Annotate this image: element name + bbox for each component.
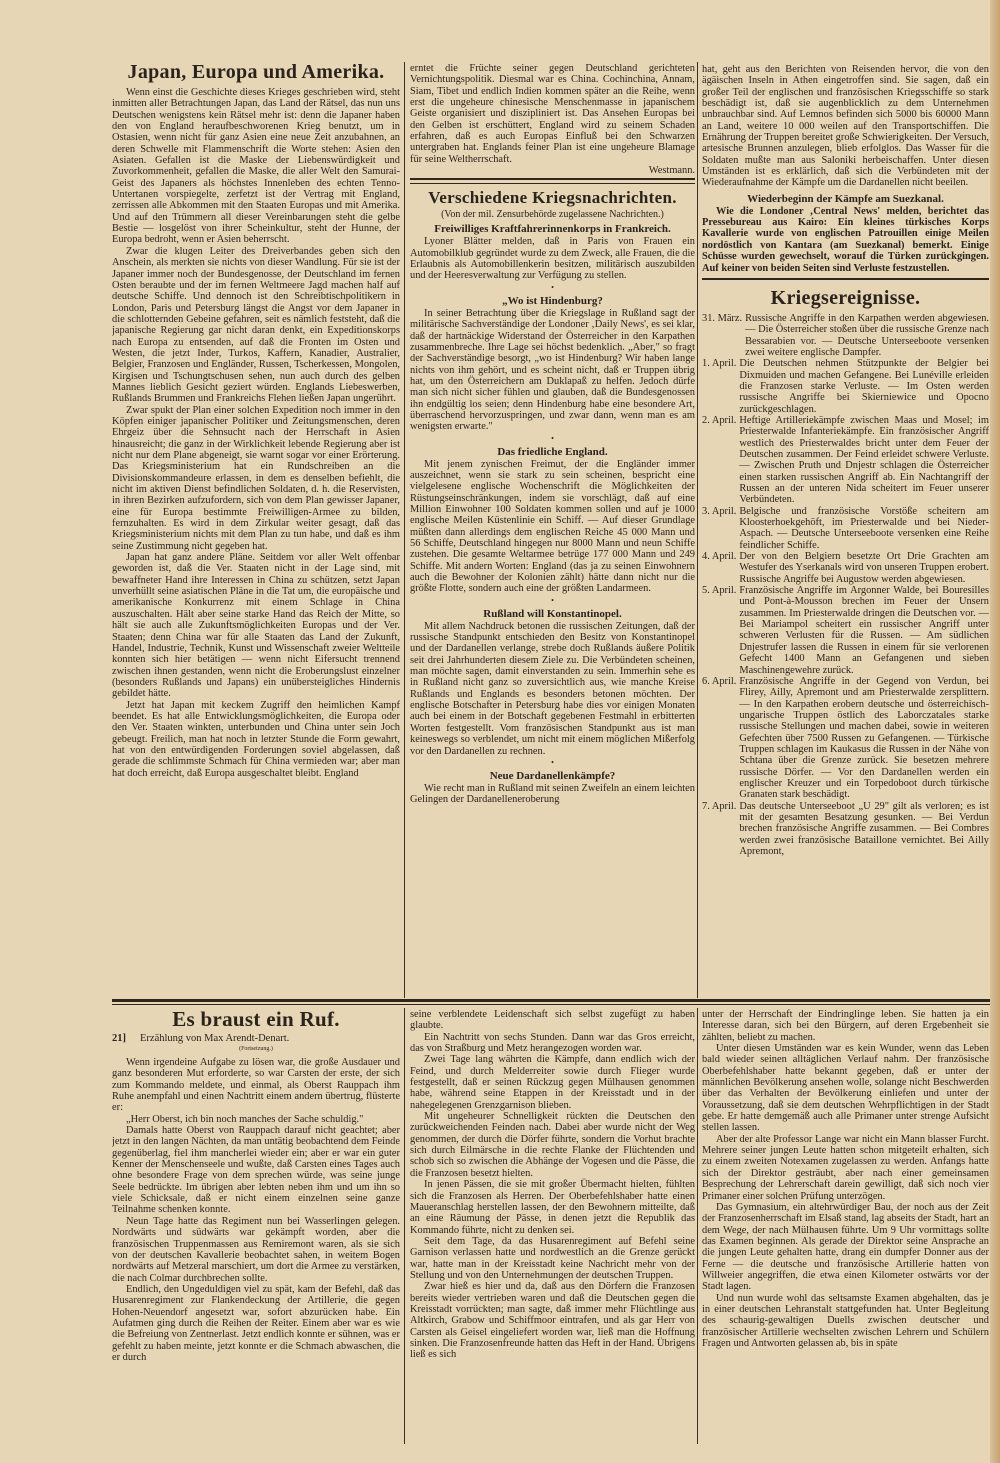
serial-number: 21] [112,1033,126,1044]
serial-note: (Fortsetzung.) [239,1046,273,1052]
paragraph: Zwar die klugen Leiter des Dreiverbandes geben sich den Anschein, als merkten sie nichts von dieser Wandlung. Für sie ist der Japaner immer noch der Bundesgenosse, der Deutschland im fernen Osten beraubte und der im fernen Weltmeere Jagd machen half auf deutsche Schiffe. Und dennoch ist den Schreibtischpolitikern in London, Paris und Petersburg längst die Angst vor dem Japaner in die schlotternden Gebeine gefahren, seit es nämlich feststeht, daß die japanische Regierung gar nicht daran denkt, ein Expeditionskorps nach Europa zu entsenden, auf daß die Fronten im Osten und Westen, die jetzt Inder, Turkos, Kaffern, Kanadier, Australier, Belgier, Franzosen und Engländer, Russen, Tscherkessen, Mongolen, Kirgisen und Tschungtschusen sehen, nun auch durch des gelben Mannes lieblich Gesicht geziert würden. Englands Liebeswerben, Rußlands Brummen und Frankreichs Flehen ließen Japan ungerührt. [112,245,400,405]
news-heading: „Wo ist Hindenburg? [502,294,603,307]
section-rule [702,278,989,283]
event-text: Belgische und französische Vorstöße scheitern am Kloosterhoekgehöft, im Priesterwalde und bei Nieder-Aspach. — Deutsche Unterseeboote versenken eine Reihe feindlicher Schiffe. [739,505,989,551]
serial-title: Es braust ein Ruf. [172,1007,340,1031]
dardanelles-continuation: hat, geht aus den Berichten von Reisenden hervor, die von den ägäischen Inseln in Athen eingetroffen sind. Sie sagen, daß ein großer Teil der englischen und französischen Kriegsschiffe so stark beschädigt ist, daß sie augenblicklich zu dem Unternehmen unbrauchbar sind. Auf Lemnos befinden sich 5000 bis 60000 Mann an Land, weitere 10 000 weilen auf den Transportschiffen. Die Ernährung der Truppen bereitet große Schwierigkeiten. Der Versuch, artesische Brunnen anzulegen, blieb erfolglos. Das Wasser für die Soldaten mußte man aus Saloniki herbeischaffen. Unter diesen Umständen ist es erklärlich, daß sich die Verbündeten mit der Wiederaufnahme der Kämpfe um die Dardanellen nicht beeilen. [702,64,989,189]
paragraph: Japan hat ganz andere Pläne. Seitdem vor aller Welt offenbar geworden ist, daß die Ver. Staaten nicht in der Lage sind, mit bewaffneter Hand ihre Interessen in China zu schützen, setzt Japan unverhüllt seine asiatischen Pläne in die Tat um, die europäische und amerikanische Konkurrenz mit einem Schlage in China auszuschalten. Hält aber seine starke Hand das Reich der Mitte, so hält sie auch alle Zukunftsmöglichkeiten Europas und der Ver. Staaten; denn China war für alle Staaten das Land der Zukunft, Handel, Industrie, Technik, Kunst und Wissenschaft zweier Weltteile konnten sich hier betätigen — wenn nicht Eifersucht trennend zwischen ihnen gestanden, wenn nicht die Eroberungslust einzelner (besonders Rußlands und Japans) ein unübersteigliches Hindernis gebildet hätte. [112,552,400,700]
serial-body [702,1009,989,1349]
middle-column [410,63,695,998]
paragraph: In jenen Pässen, die sie mit großer Übermacht hielten, fühlten sich die Franzosen als Herren. Der Oberbefehlshaber hatte einen Maueranschlag herstellen lassen, der den Bewohnern mitteilte, daß an eine Räumung der Pässe, in denen jetzt die Republik das Kommando führte, nicht zu denken sei. [410,1179,695,1236]
event-item [702,358,989,415]
section-separator: • [551,757,554,767]
paragraph: Damals hatte Oberst von Rauppach darauf nicht geachtet; aber jetzt in den langen Nächten, da man untätig beobachtend dem Feinde gegenüberlag, fiel ihm mancherlei wieder ein; aber er war ein guter Kenner der Menschenseele und wußte, daß Carsten eines Tages auch ohne besondere Frage von dem sprechen würde, was seine junge Seele bedrückte. Im übrigen aber lebten neben ihm und um ihn so viele Schicksale, daß er nicht einem einzelnen seine ganze Teilnahme schenken konnte. [112,1125,400,1216]
news-sections [410,223,695,805]
serial-body [112,1057,400,1363]
article-author: Westmann. [648,165,695,177]
news-paragraph: Lyoner Blätter melden, daß in Paris von Frauen ein Automobilklub gegründet wurde zu dem Zweck, alle Frauen, die die Erlaubnis als Automobillenkerin besitzen, militärisch auszubilden und der Heeresverwaltung zur Verfügung zu stellen. [410,236,695,282]
column-divider [404,1008,405,1444]
paragraph: „Herr Oberst, ich bin noch manches der Sache schuldig." [126,1113,364,1125]
events-list [702,313,989,858]
event-date: 7. April. [702,800,737,812]
serial-column-2 [410,1009,695,1447]
event-item [702,506,989,551]
page-divider [112,999,990,1002]
news-heading: Freiwilliges Kraftfahrerinnenkorps in Frankreich. [434,223,671,236]
paragraph: Ein Nachtritt von sechs Stunden. Dann war das Gros erreicht, das von Straßburg und Metz herangezogen worden war. [410,1031,695,1055]
news-paragraph: In seiner Betrachtung über die Kriegslage in Rußland sagt der militärische Sachverständige der Londoner ‚Daily News', es sei klar, daß der hartnäckige Widerstand der Österreicher in den Karpathen zusammenbreche. Ihre Lage sei höchst bedenklich. „Aber," so fragt der Sachverständige besorgt, „wo ist Hindenburg? Wir haben lange nichts von ihm gehört, und es scheint nicht, daß er Truppen übrig hat, um den Österreichern am Duklapaß zu helfen. Jedoch dürfe man sich nicht sicher fühlen und glauben, daß die Bundesgenossen ihn endgültig los seien; denn Hindenburg habe eine besondere Art, überraschend hervorzuspringen, und zwar dann, wenn man es am wenigsten erwarte." [410,307,695,433]
page-edge [990,0,1000,1463]
section-rule [410,178,695,184]
event-text: Das deutsche Unterseeboot „U 29" gilt als verloren; es ist mit der gesamten Besatzung gesunken. — Bei Verdun brechen französische Angriffe zusammen. — Bei Combres werden zwei französische Bataillone vernichtet. Bei Ailly Apremont, [739,800,989,857]
news-heading: Neue Dardanellenkämpfe? [489,769,616,782]
paragraph: Das Gymnasium, ein altehrwürdiger Bau, der noch aus der Zeit der Franzosenherrschaft im Elsaß stand, lag abseits der Stadt, hart an dem Wege, der nach Mülhausen führte. Um 9 Uhr vormittags sollte das Examen beginnen. Als gerade der Direktor seine Ansprache an die jungen Leute gehalten hatte, drang ein dumpfer Donner aus der Ferne — die deutsche und französische Artillerie hatten von Willweier angegriffen, die etwa einen Kilometer ostwärts vor der Stadt lagen. [702,1201,989,1293]
news-paragraph: Mit jenem zynischen Freimut, der die Engländer immer auszeichnet, wenn sie stark zu sein scheinen, bespricht eine vielgelesene englische Wochenschrift die Möglichkeiten der Rüstungseinschränkungen, indem sie vorschlägt, daß auf eine Million Einwohner 100 Soldaten kommen sollen und auf je 1000 englische Meilen Küstenlinie ein Schiff. — Auf dieser Grundlage müßten dann allerdings dem englischen Reiche 45 000 Mann und 56 Schiffe, Deutschland hingegen nur 8000 Mann und neun Schiffe zustehen. Die gesamte Weltarmee betrüge 177 000 Mann und 249 Schiffe. Mit andern Worten: England (das ja zu seinen Einwohnern auch die Bewohner der Kolonien zählt) hätte dann nicht nur die größte Flotte, sondern auch eine der größten Landarmeen. [410,458,695,595]
event-item [702,313,989,358]
column-divider [404,62,405,998]
news-paragraph: Wie recht man in Rußland mit seinen Zweifeln an einem leichten Gelingen der Dardanelleneroberung [410,782,695,806]
event-date: 3. April. [702,505,737,517]
suez-text: Wie die Londoner ‚Central News' melden, berichtet das Pressebureau aus Kairo: Ein kleines türkisches Korps Kavallerie wurde von englischen Patrouillen einige Meilen nordöstlich von Kantara (am Suezkanal) bemerkt. Einige Schüsse wurden gewechselt, worauf die Türken zurückgingen. Auf keiner von beiden Seiten sind Verluste festzustellen. [702,205,989,274]
paragraph: Und nun wurde wohl das seltsamste Examen abgehalten, das je in einer deutschen Lehranstalt stattgefunden hat. Unter Begleitung des schaurig-gewaltigen Duells zwischen deutscher und französischer Artillerie wechselten zwischen Lehrern und Schülern Fragen und Antworten gelassen ab, bis in späte [702,1292,989,1349]
event-text: Der von den Belgiern besetzte Ort Drie Grachten am Westufer des Yserkanals wird von unseren Truppen erobert. Russische Angriffe bei Augustow werden abgewiesen. [739,551,989,585]
news-paragraph: Mit allem Nachdruck betonen die russischen Zeitungen, daß der russische Standpunkt entschieden den Besitz von Konstantinopel und der Dardanellen verlange, strebe doch Rußlands äußere Politik seit drei Jahrhunderten diesem Ziele zu. Die Verbündeten scheinen, man möchte sagen, damit einverstanden zu sein. Immerhin sehe es in Rußland nicht ganz so zuversichtlich aus, wie manche Kreise Rußlands und Englands es besonders betonen möchten. Der englische Botschafter in Petersburg habe dies vor einigen Monaten auch bei einem in der Botschaft gegebenen Festmahl in erbitterten Worten festgestellt. Vom französischen Standpunkt aus ist man keineswegs so verblendet, um nicht mit einem möglichen Mißerfolg vor den Dardanellen zu rechnen. [410,620,695,757]
event-item [702,415,989,506]
paragraph: unter der Herrschaft der Eindringlinge leben. Sie hatten ja ein Interesse daran, sich bei den Bürgern, auf deren Ergebenheit sie zählten, beliebt zu machen. [702,1009,989,1043]
section-separator: • [551,433,554,443]
paragraph: Jetzt hat Japan mit keckem Zugriff den heimlichen Kampf beendet. Es hat alle Entwicklungsmöglichkeiten, die Europa oder den Ver. Staaten winkten, unterbunden und China unter sein Joch gebeugt. Freilich, man hat noch in letzter Stunde die Form gewahrt, hat von den entwürdigenden Forderungen soviel abgelassen, daß gerade die schlimmste Schmach für China vermieden war; aber man hat doch erreicht, daß Europa ausgeschaltet bleibt. England [112,699,400,779]
event-date: 2. April. [702,414,737,426]
event-date: 1. April. [702,358,737,370]
paragraph: Mit ungeheurer Schnelligkeit rückten die Deutschen den zurückweichenden Feinden nach. Dabei aber wurde nicht der Weg genommen, der durch die Dörfer führte, sondern die Vorhut brachte sich durch Eilmärsche in die rechte Flanke der Flüchtenden und schob sich so zwischen die Abhänge der Vogesen und die Pässe, die die Franzosen besetzt hielten. [410,1111,695,1179]
section-subtitle: (Von der mil. Zensurbehörde zugelassene Nachrichten.) [441,209,664,221]
article-body [112,87,400,779]
event-item [702,585,989,676]
paragraph: Neun Tage hatte das Regiment nun bei Wasserlingen gelegen. Nordwärts und südwärts war gekämpft worden, aber die französischen Truppenmassen aus Remiremont waren, als sie sich von der deutschen Kavallerie beobachtet sahen, in weitem Bogen nordwärts auf Metzeral marschiert, um dort die Armee zu verstärken, die nach Colmar durchbrechen sollte. [112,1215,400,1284]
paragraph: Unter diesen Umständen war es kein Wunder, wenn das Leben bald wieder seinen alltäglichen Verlauf nahm. Der französische Oberbefehlshaber hatte bekannt gegeben, daß er unter der männlichen Bevölkerung ansehen wolle, solange nicht Beschwerden über das Verhalten der Bevölkerung einliefen und unter der Voraussetzung, daß sie dem deutschen Wehrpflichtigen in der Stadt gebe. Er hatte demgemäß auch alle Primaner unter strenge Aufsicht stellen lassen. [702,1043,989,1134]
section-separator: • [551,282,554,292]
article-title: Japan, Europa und Amerika. [127,61,385,83]
section-separator: • [551,595,554,605]
paragraph: Wenn irgendeine Aufgabe zu lösen war, die große Ausdauer und ganz besonderen Mut erforderte, so war Carsten der erste, der sich zum Kommando meldete, und einmal, als Oberst Rauppach ihm Ruhe anempfahl und einen Nachtritt einem andern übertrug, flüsterte er: [112,1057,400,1114]
page-divider-thin [112,1004,990,1005]
right-column [702,64,989,998]
event-item [702,551,989,585]
serial-column-3 [702,1009,989,1447]
serial-column-1 [112,1007,400,1447]
serial-body [410,1009,695,1361]
paragraph: Aber der alte Professor Lange war nicht ein Mann blasser Furcht. Mehrere seiner jungen Leute hatten schon mitgeteilt erhalten, sich zu einem zweiten Notexamen zugelassen zu werden. Anfangs hatte sich der Direktor gesträubt, aber nach einer gemeinsamen Besprechung der Lehrerschaft darein gewilligt, daß sich noch vier Primaner einer solchen Prüfung unterzögen. [702,1133,989,1202]
news-heading: Das friedliche England. [497,445,608,458]
event-text: Französische Angriffe in der Gegend von Verdun, bei Flirey, Ailly, Apremont und am Priesterwalde zersplittern. — In den Karpathen erobern deutsche und österreichisch-ungarische Truppen östlich des Laborczatales starke russische Stellungen und machen dabei, sowie in weiteren Gefechten über 7500 Russen zu Gefangenen. — Türkische Truppen schlagen im Kaukasus die Russen in der Nähe von Schtana über die Grenze zurück. Sie besetzen mehrere russische Dörfer. — Vor den Dardanellen werden ein englischer Kreuzer und ein Torpedoboot durch türkische Granaten stark beschädigt. [739,675,989,801]
event-date: 31. März. [702,312,743,324]
event-text: Die Deutschen nehmen Stützpunkte der Belgier bei Dixmuiden und machen Gefangene. Bei Lunéville erleiden die Franzosen starke Verluste. — Im Osten werden russische Angriffe bei Skierniewice und Opocno zurückgeschlagen. [739,358,989,415]
news-heading: Rußland will Konstantinopel. [483,607,622,620]
events-title: Kriegsereignisse. [770,286,921,309]
paragraph: Endlich, den Ungeduldigen viel zu spät, kam der Befehl, daß das Husarenregiment zur Flankendeckung der Artillerie, die gegen Hohen-Neuendorf angesetzt war, sofort abzurücken habe. Ein Aufatmen ging durch die Reihen der Reiter. Einem aber war es wie die Befreiung von Zentnerlast. Jetzt endlich konnte er sühnen, was er gefehlt zu haben meinte, jetzt konnte er die Schmach abwaschen, die er durch [112,1283,400,1363]
paragraph: seine verblendete Leidenschaft sich selbst zugefügt zu haben glaubte. [410,1009,695,1032]
paragraph: Zwar hieß es hier und da, daß aus den Dörfern die Franzosen bereits wieder vertrieben waren und daß die Deutschen gegen die Kreisstadt vorrückten; man sagte, daß immer mehr Flüchtlinge aus Altkirch, Grabow und Schiffmoor eintrafen, und als gar Herr von Carsten als Geisel eingeliefert worden war, ließ man die Hoffnung sinken. Die Franzosenfreunde hatten das Heft in der Hand. Übrigens ließ es sich [410,1281,695,1361]
event-date: 4. April. [702,551,737,563]
event-date: 6. April. [702,675,737,687]
event-text: Russische Angriffe in den Karpathen werden abgewiesen. — Die Österreicher stoßen über die russische Grenze nach Bessarabien vor. — Deutsche Unterseeboote versenken zwei weitere englische Dampfer. [745,312,989,358]
paragraph: Zwei Tage lang währten die Kämpfe, dann endlich wich der Feind, und durch Melderreiter sowie durch Flieger wurde festgestellt, daß er seinen Rückzug gegen Mülhausen genommen habe, während seine Etappen in der Kreisstadt und in der nahegelegenen Grenzgarnison blieben. [410,1054,695,1111]
event-text: Heftige Artilleriekämpfe zwischen Maas und Mosel; im Priesterwalde Infanteriekämpfe. Ein französischer Angriff westlich des Priesterwaldes bricht unter dem Feuer der Deutschen zusammen. Der Feind erleidet schwere Verluste. — Zwischen Pruth und Dnjestr schlagen die Österreicher einen starken russischen Angriff ab. Ein Nachtangriff der Russen an der unteren Nida scheitert im Feuer unserer Verbündeten. [739,414,989,506]
event-text: Französische Angriffe im Argonner Walde, bei Bouresilles und Pont-à-Mousson brechen im Feuer der Unsern zusammen. Im Priesterwalde dringen die Deutschen vor. — Bei Mariampol scheitert ein russischer Angriff unter schweren Verlusten für die Russen. — Am südlichen Dnjestrufer lassen die Russen in einem für sie verlorenen Gefecht 1400 Mann an Gefangenen und sieben Maschinengewehre zurück. [739,585,989,676]
event-date: 5. April. [702,585,737,597]
serial-byline-row [112,1033,400,1045]
event-item [702,801,989,858]
column-divider [697,62,698,998]
article-continuation: erntet die Früchte seiner gegen Deutschland gerichteten Vernichtungspolitik. Diesmal war es China. Cochinchina, Annam, Siam, Tibet und endlich Indien kommen später an die Reihe, wenn erst die ungeheure chinesische Menschenmasse in japanischem Geiste organisiert und diszipliniert ist. Das Ansehen Europas bei den Gelben ist erschüttert, England wird zu seinem Schaden erfahren, daß es auch Europas Einfluß bei den Schwarzen untergraben hat. Englands feiner Plan ist eine ungeheure Blamage für seine Weltherrschaft. [410,63,695,165]
suez-heading: Wiederbeginn der Kämpfe am Suezkanal. [747,192,944,205]
paragraph: Zwar spukt der Plan einer solchen Expedition noch immer in den Köpfen einiger japanischer Politiker und Zeitungsmenschen, deren Ehrgeiz über die Sehnsucht nach der Herrschaft in Asien hinausreicht; die ganz in der Wirklichkeit lebende Regierung aber ist nicht nur dem Plane abgeneigt, sie warnt sogar vor einer Erörterung. Das Kriegsministerium hat ein Rundschreiben an die Divisionskommandeure erlassen, in dem es denselben befiehlt, die nicht im aktiven Dienst befindlichen Soldaten, d. h. die Reservisten, in ihren Bezirken aufzufordern, sich von dem Plan gewisser Japaner, eine für Europa bestimmte Freiwilligen-Armee zu bilden, fernzuhalten. Es wird in dem Zirkular weiter gesagt, daß das Kriegsministerium nichts mit dem Plan zu tun habe, und daß es ihm seine Zustimmung nicht gegeben hat. [112,404,400,552]
event-item [702,676,989,801]
paragraph: Wenn einst die Geschichte dieses Krieges geschrieben wird, steht inmitten aller Betrachtungen Japan, das Land der Rätsel, das nun uns Deutschen wenigstens kein Rätsel mehr ist: denn die Japaner haben den von England heraufbeschworenen Krieg benutzt, um in Ostasien, wenn nicht für ganz Asien eine neue Zeit anzubahnen, an deren Schwelle mit Flammenschrift die Worte stehen: Asien den Asiaten. Gefallen ist die Maske der Liebenswürdigkeit und Zuvorkommenheit, gefallen die Maske, die aller Welt den Samurai-Geist des Japaners als höchstes Innenleben des echten Tenno-Untertanen vorspiegelte, zerfetzt ist der Vertrag mit England, zerrissen alle Abkommen mit den Staaten Europas und mit Amerika. Und auf den Trümmern all dieser Vereinbarungen steht die gelbe Bestie — losgelöst von ihrer Scheinkultur, steht der Hunne, der Europa bedroht, wenn er Asien beherrscht. [112,87,400,246]
article-japan [112,60,400,998]
section-title: Verschiedene Kriegsnachrichten. [428,188,677,208]
column-divider [697,1008,698,1444]
serial-byline: Erzählung von Max Arendt-Denart. [140,1033,290,1044]
paragraph: Seit dem Tage, da das Husarenregiment auf Befehl seine Garnison verlassen hatte und nordwestlich an die Grenze gerückt war, hatte man in der Kreisstadt keine Nachricht mehr von der Stellung und von den Unternehmungen der deutschen Truppen. [410,1235,695,1281]
